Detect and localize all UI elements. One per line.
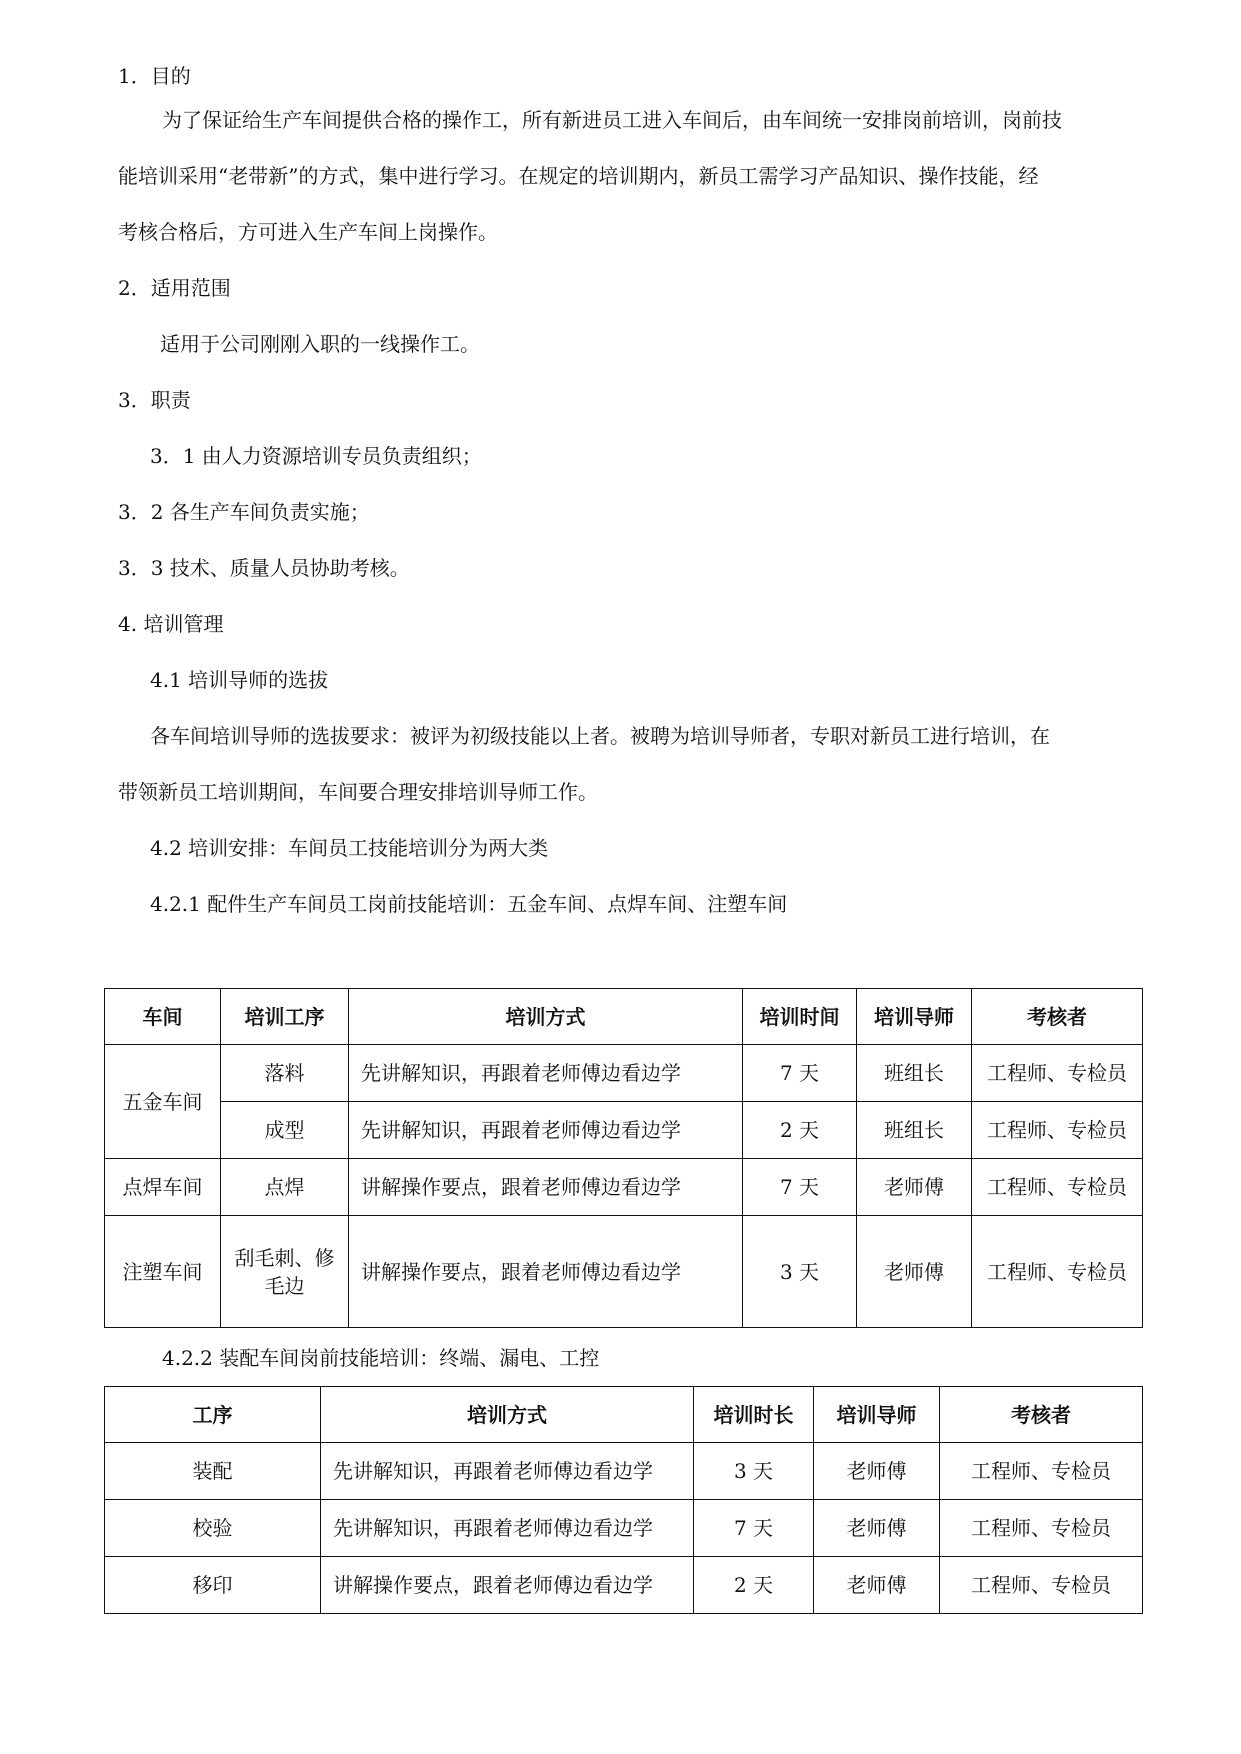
process-cell — [221, 1216, 349, 1328]
time-cell: 2 天 — [743, 1102, 857, 1159]
process-cell: 点焊 — [221, 1159, 349, 1216]
section-3-item: 3．2 各生产车间负责实施； — [118, 500, 370, 524]
assessor-cell: 工程师、专检员 — [972, 1216, 1143, 1328]
method-cell: 讲解操作要点，跟着老师傅边看边学 — [349, 1159, 743, 1216]
column-header: 培训方式 — [321, 1387, 694, 1443]
mentor-cell: 班组长 — [857, 1045, 972, 1102]
workshop-cell: 点焊车间 — [105, 1159, 221, 1216]
method-cell: 先讲解知识，再跟着老师傅边看边学 — [321, 1443, 694, 1500]
method-cell: 先讲解知识，再跟着老师傅边看边学 — [321, 1500, 694, 1557]
table-header-row — [105, 989, 1143, 1045]
table-row — [105, 1102, 1143, 1159]
time-cell: 3 天 — [743, 1216, 857, 1328]
section-4-2-1-heading: 4.2.1 配件生产车间员工岗前技能培训：五金车间、点焊车间、注塑车间 — [150, 892, 788, 916]
method-cell: 讲解操作要点，跟着老师傅边看边学 — [349, 1216, 743, 1328]
section-4-2-heading: 4.2 培训安排：车间员工技能培训分为两大类 — [150, 836, 549, 860]
section-2-heading: 2．适用范围 — [118, 276, 231, 300]
section-3-item: 3．1 由人力资源培训专员负责组织； — [150, 444, 482, 468]
assessor-cell: 工程师、专检员 — [972, 1102, 1143, 1159]
table-row — [105, 1159, 1143, 1216]
process-cell: 成型 — [221, 1102, 349, 1159]
process-line: 毛边 — [264, 1273, 305, 1298]
assessor-cell: 工程师、专检员 — [940, 1500, 1143, 1557]
section-4-2-2-heading: 4.2.2 装配车间岗前技能培训：终端、漏电、工控 — [162, 1346, 600, 1370]
section-1-line: 能培训采用“老带新”的方式，集中进行学习。在规定的培训期内，新员工需学习产品知识、操作技能，经 — [118, 164, 1039, 188]
mentor-cell: 老师傅 — [857, 1216, 972, 1328]
table-row — [105, 1045, 1143, 1102]
process-line: 刮毛刺、修 — [234, 1245, 335, 1270]
assembly-training-table — [104, 1386, 1143, 1614]
table-row — [105, 1557, 1143, 1614]
time-cell: 3 天 — [694, 1443, 814, 1500]
assessor-cell: 工程师、专检员 — [940, 1443, 1143, 1500]
time-cell: 7 天 — [743, 1159, 857, 1216]
section-1-body — [118, 106, 1136, 274]
workshop-training-table — [104, 988, 1143, 1328]
column-header: 培训时长 — [694, 1387, 814, 1443]
table-row — [105, 1500, 1143, 1557]
column-header: 培训导师 — [814, 1387, 940, 1443]
method-cell: 讲解操作要点，跟着老师傅边看边学 — [321, 1557, 694, 1614]
method-cell: 先讲解知识，再跟着老师傅边看边学 — [349, 1045, 743, 1102]
method-cell: 先讲解知识，再跟着老师傅边看边学 — [349, 1102, 743, 1159]
mentor-cell: 老师傅 — [814, 1557, 940, 1614]
process-cell: 落料 — [221, 1045, 349, 1102]
assessor-cell: 工程师、专检员 — [972, 1159, 1143, 1216]
section-1-line: 为了保证给生产车间提供合格的操作工，所有新进员工进入车间后，由车间统一安排岗前培训，岗前技 — [162, 108, 1062, 132]
column-header: 车间 — [105, 989, 221, 1045]
section-2-text: 适用于公司刚刚入职的一线操作工。 — [160, 332, 480, 356]
process-cell: 校验 — [105, 1500, 321, 1557]
process-cell: 装配 — [105, 1443, 321, 1500]
section-4-1-heading: 4.1 培训导师的选拔 — [150, 668, 329, 692]
section-4-1-line: 带领新员工培训期间，车间要合理安排培训导师工作。 — [118, 780, 598, 804]
table-row — [105, 1216, 1143, 1328]
section-1-line: 考核合格后，方可进入生产车间上岗操作。 — [118, 220, 498, 244]
mentor-cell: 班组长 — [857, 1102, 972, 1159]
section-3-heading: 3．职责 — [118, 388, 191, 412]
process-cell: 移印 — [105, 1557, 321, 1614]
mentor-cell: 老师傅 — [814, 1443, 940, 1500]
table-header-row — [105, 1387, 1143, 1443]
mentor-cell: 老师傅 — [857, 1159, 972, 1216]
column-header: 工序 — [105, 1387, 321, 1443]
column-header: 培训方式 — [349, 989, 743, 1045]
workshop-cell: 注塑车间 — [105, 1216, 221, 1328]
assessor-cell: 工程师、专检员 — [940, 1557, 1143, 1614]
time-cell: 7 天 — [694, 1500, 814, 1557]
table-row — [105, 1443, 1143, 1500]
section-1-heading: 1．目的 — [118, 64, 191, 88]
section-4-1-body — [118, 722, 1136, 834]
column-header: 考核者 — [972, 989, 1143, 1045]
column-header: 考核者 — [940, 1387, 1143, 1443]
section-3-item: 3．3 技术、质量人员协助考核。 — [118, 556, 410, 580]
section-4-heading: 4. 培训管理 — [118, 612, 224, 636]
section-4-1-line: 各车间培训导师的选拔要求：被评为初级技能以上者。被聘为培训导师者，专职对新员工进行培训，在 — [150, 724, 1050, 748]
time-cell: 2 天 — [694, 1557, 814, 1614]
column-header: 培训导师 — [857, 989, 972, 1045]
column-header: 培训时间 — [743, 989, 857, 1045]
workshop-cell: 五金车间 — [105, 1045, 221, 1159]
column-header: 培训工序 — [221, 989, 349, 1045]
assessor-cell: 工程师、专检员 — [972, 1045, 1143, 1102]
mentor-cell: 老师傅 — [814, 1500, 940, 1557]
time-cell: 7 天 — [743, 1045, 857, 1102]
